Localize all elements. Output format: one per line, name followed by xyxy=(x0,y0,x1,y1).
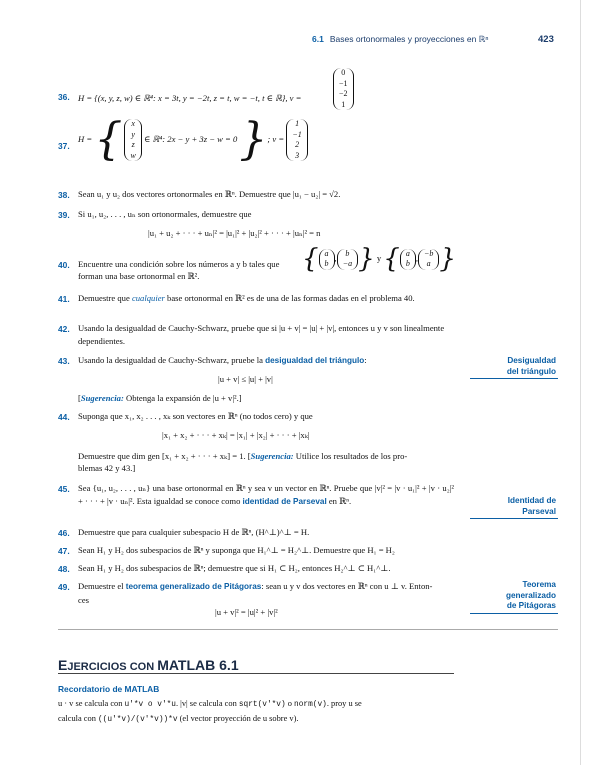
set-label: H = xyxy=(78,133,93,144)
text-run: Demuestre que dim gen [x₁ + x₂ + · · · + xₖ] = 1. [ xyxy=(78,451,251,461)
text-run: . proy xyxy=(326,699,347,708)
exercise-number: 47. xyxy=(58,546,70,556)
exercise-text: Sean H₁ y H₂ dos subespacios de ℝⁿ y suponga que H₁^⊥ = H₂^⊥. Demuestre que H₁ = H₂ xyxy=(78,545,395,555)
column-vector xyxy=(124,119,141,161)
sidenote-parseval xyxy=(470,496,556,517)
vec-entry: y xyxy=(131,129,135,139)
exercise-number: 42. xyxy=(58,324,70,334)
exercise-text: Suponga que x₁, x₂ . . . , xₖ son vectores en ℝⁿ (no todos cero) y que xyxy=(78,411,313,421)
key-term: identidad de Parseval xyxy=(242,496,327,506)
column-vector xyxy=(418,249,439,270)
exercise-number: 37. xyxy=(58,141,70,151)
code-snippet: sqrt(v'*v) xyxy=(238,701,286,709)
vec-entry: x xyxy=(131,119,135,128)
section-divider xyxy=(58,629,558,630)
section-number: 6.1 xyxy=(312,34,324,44)
exercise-text: Encuentre una condición sobre los números a y b tales que xyxy=(78,259,280,269)
hint-line: [Sugerencia: Obtenga la expansión de |u + v|².] xyxy=(78,393,242,403)
column-vector xyxy=(319,249,335,270)
text-run: base ortonormal en ℝ² es de una de las formas dadas en el problema 40. xyxy=(164,293,415,303)
sidenote-rule xyxy=(470,613,558,614)
brace-open: { xyxy=(383,244,400,274)
vec-entry: 2 xyxy=(295,140,300,149)
text-run: : xyxy=(364,355,367,365)
sidenote-line: Identidad de xyxy=(507,496,556,505)
column-vector xyxy=(400,249,416,270)
exercise-49 xyxy=(78,580,454,606)
vector-sets: { a b, b −a } y { a b, −b a } xyxy=(302,244,456,274)
title-tail: MATLAB 6.1 xyxy=(157,657,239,673)
vec-entry: a xyxy=(324,248,329,258)
brace-open: { xyxy=(94,114,123,165)
text-run: Sea {u₁, u₂, . . . , uₙ} una base ortonormal en ℝⁿ y sea v un vector en ℝⁿ. Pruebe que |v|² = |v · u₁|² + |v · u₂|² + · · · + |v · uₙ|². Esta igualdad se conoce como xyxy=(78,483,454,506)
text-run: (el vector proyección de u sobre v). xyxy=(177,714,299,723)
equation: |u + v|² = |u|² + |v|² xyxy=(215,607,278,617)
joiner-text: y xyxy=(376,252,382,263)
column-vector xyxy=(333,68,354,110)
exercise-text: blemas 42 y 43.] xyxy=(78,463,136,473)
text-run: : sean u y v dos vectores en ℝⁿ con u ⊥ v. Enton- xyxy=(261,581,433,591)
vec-entry: b xyxy=(324,259,329,268)
column-vector xyxy=(286,119,307,161)
vec-entry: 3 xyxy=(295,150,300,160)
exercise-43 xyxy=(78,354,454,368)
vector-v xyxy=(333,68,354,110)
vec-entry: −2 xyxy=(339,89,348,98)
brace-open: { xyxy=(302,244,319,274)
set-condition: ∈ ℝ⁴: 2x − y + 3z − w = 0 xyxy=(143,133,238,144)
equation: |u₁ + u₂ + · · · + uₙ|² = |u₁|² + |u₂|² + · · · + |uₙ|² = n xyxy=(148,228,321,238)
vec-entry: −1 xyxy=(339,78,348,88)
exercise-number: 46. xyxy=(58,528,70,538)
matlab-reminder xyxy=(58,697,458,727)
text-run: . |v| se calcula con xyxy=(175,699,239,708)
title-initial: E xyxy=(58,657,68,673)
text-run: Usando la desigualdad de Cauchy-Schwarz, pruebe la xyxy=(78,355,266,365)
text-run: en ℝⁿ. xyxy=(326,495,352,506)
exercise-text: forman una base ortonormal en ℝ². xyxy=(78,271,200,281)
text-run: Utilice los resultados de los pro- xyxy=(293,451,408,461)
text-run: Demuestre que xyxy=(78,293,132,303)
text-run: ces xyxy=(78,594,89,605)
exercise-number: 43. xyxy=(58,356,70,366)
text-run: u · v se calcula con xyxy=(58,699,125,708)
vec-entry: w xyxy=(130,150,136,160)
brace-close: } xyxy=(239,114,268,165)
exercise-text: Sean H₁ y H₂ dos subespacios de ℝⁿ; demuestre que si H₁ ⊂ H₂, entonces H₂^⊥ ⊂ H₁^⊥. xyxy=(78,563,391,573)
sidenote-triangle xyxy=(470,356,556,377)
exercise-45 xyxy=(78,482,454,508)
exercise-number: 45. xyxy=(58,484,70,494)
hint-text: Obtenga la expansión de |u + v|².] xyxy=(123,393,242,403)
equation: |u + v| ≤ |u| + |v| xyxy=(218,374,273,384)
exercise-text: Si u₁, u₂, . . . , uₙ son ortonormales, demuestre que xyxy=(78,209,252,219)
exercise-41 xyxy=(78,292,454,305)
emphasis: cualquier xyxy=(131,293,165,303)
vec-entry: 0 xyxy=(341,68,346,77)
sidenote-line: Desigualdad xyxy=(507,356,556,365)
vec-entry: a xyxy=(405,248,410,258)
exercise-text: Sean u₁ y u₂ dos vectores ortonormales en ℝⁿ. Demuestre que |u₁ − u₂| = √2. xyxy=(78,189,341,199)
vec-entry: −a xyxy=(342,259,353,268)
equation: |x₁ + x₂ + · · · + xₖ| = |x₁| + |x₂| + · · · + |xₖ| xyxy=(162,430,310,440)
code-snippet: norm(v) xyxy=(294,701,327,709)
exercise-number: 40. xyxy=(58,260,70,270)
sidenote-line: Parseval xyxy=(522,506,556,516)
vec-entry: −b xyxy=(423,248,434,258)
page-number: 423 xyxy=(538,34,554,45)
matlab-subtitle: Recordatorio de MATLAB xyxy=(58,684,160,694)
code-snippet: u'*v o v'*u xyxy=(124,701,176,709)
sidenote-line: del triángulo xyxy=(506,366,556,376)
exercise-number: 44. xyxy=(58,412,70,422)
exercise-44-cont xyxy=(78,450,454,463)
text-run: o xyxy=(285,699,295,708)
text-run: u se xyxy=(346,699,362,708)
column-vector xyxy=(337,249,358,270)
exercise-text: Demuestre que para cualquier subespacio H de ℝⁿ, (H^⊥)^⊥ = H. xyxy=(78,527,310,537)
title-underline xyxy=(58,673,454,674)
exercise-text: Usando la desigualdad de Cauchy-Schwarz, pruebe que si |u + v| = |u| + |v|, entonces u y v son linealmente dependientes. xyxy=(78,323,445,346)
key-term: teorema generalizado de Pitágoras xyxy=(125,582,262,591)
sidenote-line: de Pitágoras xyxy=(506,601,556,610)
sidenote-pythagoras xyxy=(470,580,556,612)
vec-entry: a xyxy=(426,259,431,268)
brace-close: } xyxy=(439,244,456,274)
text-run: calcula con xyxy=(58,714,98,723)
brace-close: } xyxy=(358,244,375,274)
vec-entry: 1 xyxy=(341,99,346,109)
sidenote-rule xyxy=(470,378,558,379)
exercise-number: 39. xyxy=(58,210,70,220)
exercise-number: 36. xyxy=(58,92,70,102)
exercise-37 xyxy=(78,114,308,165)
page-edge xyxy=(580,0,581,765)
vec-entry: b xyxy=(405,259,410,268)
code-snippet: ((u'*v)/(v'*v))*v xyxy=(98,716,178,724)
vec-entry: z xyxy=(131,140,135,149)
exercise-number: 48. xyxy=(58,564,70,574)
vec-entry: 1 xyxy=(295,119,300,128)
section-title: Bases ortonormales y proyecciones en ℝⁿ xyxy=(329,34,489,44)
exercise-number: 38. xyxy=(58,190,70,200)
exercise-number: 49. xyxy=(58,582,70,592)
vec-entry: −1 xyxy=(292,129,302,139)
sidenote-line: Teorema xyxy=(522,580,556,589)
sidenote-rule xyxy=(470,518,558,519)
hint-label: Sugerencia: xyxy=(80,393,124,403)
title-smallcaps: JERCICIOS CON xyxy=(67,661,158,673)
exercise-number: 41. xyxy=(58,294,70,304)
key-term: desigualdad del triángulo xyxy=(265,356,365,365)
vec-entry: b xyxy=(345,248,350,258)
vector-label: ; v = xyxy=(267,133,285,144)
text-run: Demuestre el xyxy=(78,581,126,591)
sidenote-line: generalizado xyxy=(505,590,556,600)
matlab-section-title xyxy=(58,657,239,673)
hint-label: Sugerencia: xyxy=(250,451,294,461)
exercise-36 xyxy=(78,86,368,103)
exercise-text: H = {(x, y, z, w) ∈ ℝ⁴: x = 3t, y = −2t, z = t, w = −t, t ∈ ℝ}, v = xyxy=(78,93,302,103)
running-header xyxy=(312,34,489,45)
